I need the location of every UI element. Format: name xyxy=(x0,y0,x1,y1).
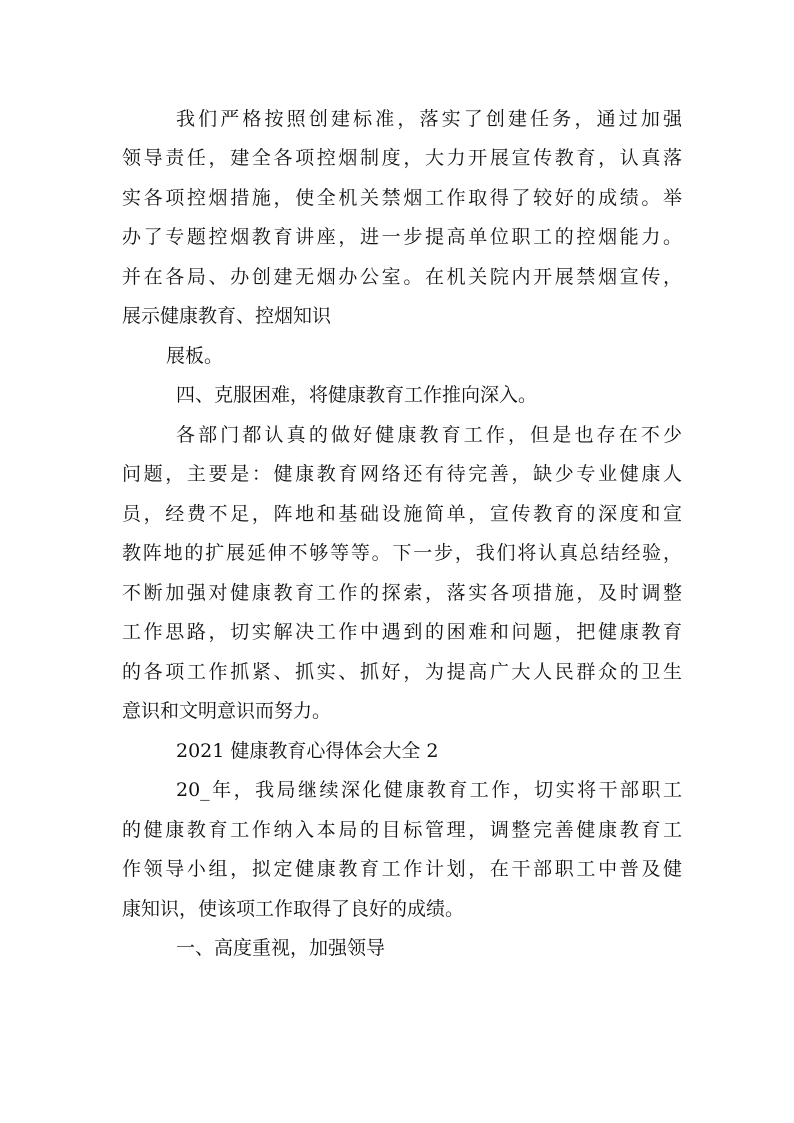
paragraph-line: 并在各局、办创建无烟办公室。在机关院内开展禁烟宣传， xyxy=(122,266,682,288)
paragraph-line: 的各项工作抓紧、抓实、抓好，为提高广大人民群众的卫生 xyxy=(122,661,682,683)
section-title: 2021 健康教育心得体会大全 2 xyxy=(176,740,439,762)
paragraph-line: 我们严格按照创建标准，落实了创建任务，通过加强 xyxy=(176,108,682,130)
paragraph-line: 展示健康教育、控烟知识 xyxy=(122,305,332,327)
paragraph-line: 实各项控烟措施，使全机关禁烟工作取得了较好的成绩。举 xyxy=(122,187,682,209)
paragraph-line: 领导责任，建全各项控烟制度，大力开展宣传教育，认真落 xyxy=(122,147,682,169)
paragraph-line: 教阵地的扩展延伸不够等等。下一步，我们将认真总结经验， xyxy=(122,542,682,564)
paragraph-line: 各部门都认真的做好健康教育工作，但是也存在不少 xyxy=(176,424,682,446)
paragraph-line: 的健康教育工作纳入本局的目标管理，调整完善健康教育工 xyxy=(122,819,682,841)
paragraph-line: 康知识，使该项工作取得了良好的成绩。 xyxy=(122,898,465,920)
paragraph-line: 员，经费不足，阵地和基础设施简单，宣传教育的深度和宣 xyxy=(122,503,682,525)
paragraph-line: 工作思路，切实解决工作中遇到的困难和问题，把健康教育 xyxy=(122,621,682,643)
paragraph-line: 展板。 xyxy=(166,345,224,367)
paragraph-line: 20_年，我局继续深化健康教育工作，切实将干部职工 xyxy=(176,779,682,801)
paragraph-line: 作领导小组，拟定健康教育工作计划，在干部职工中普及健 xyxy=(122,858,682,880)
paragraph-line: 问题，主要是：健康教育网络还有待完善，缺少专业健康人 xyxy=(122,463,682,485)
section-heading: 四、克服困难，将健康教育工作推向深入。 xyxy=(176,384,538,406)
paragraph-line: 不断加强对健康教育工作的探索，落实各项措施，及时调整 xyxy=(122,582,682,604)
section-heading: 一、高度重视，加强领导 xyxy=(176,937,386,959)
paragraph-line: 意识和文明意识而努力。 xyxy=(122,700,332,722)
paragraph-line: 办了专题控烟教育讲座，进一步提高单位职工的控烟能力。 xyxy=(122,226,682,248)
